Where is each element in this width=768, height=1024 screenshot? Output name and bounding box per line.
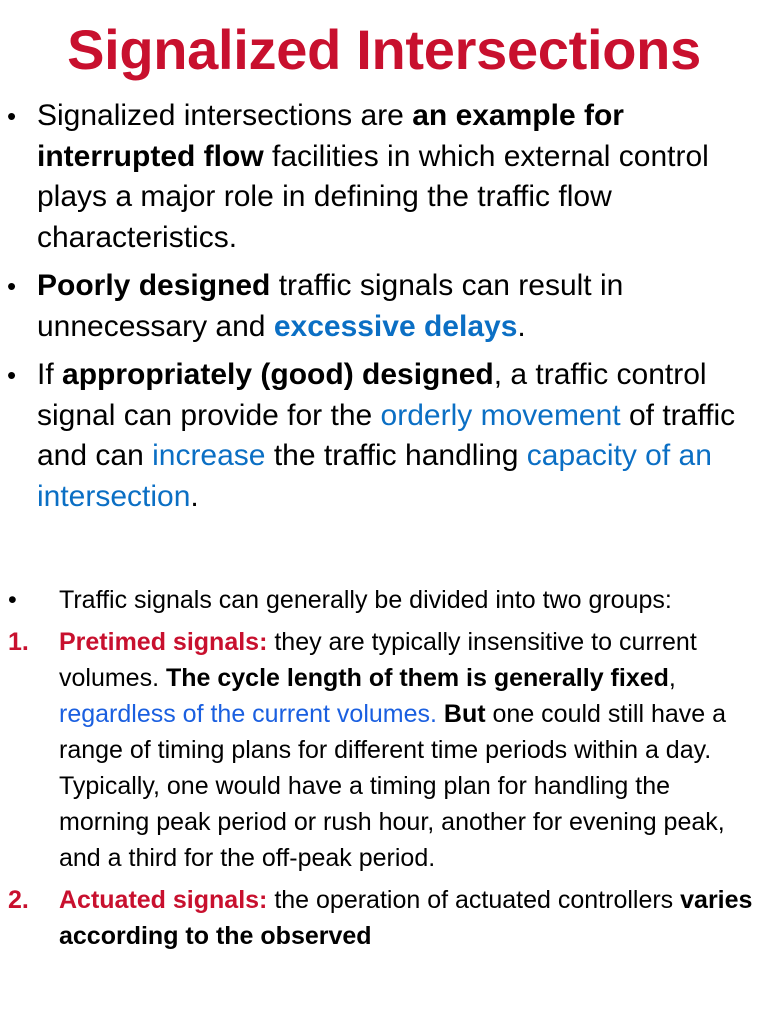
bullet-marker: •	[7, 101, 17, 131]
text-segment: .	[190, 479, 199, 513]
bullet-marker: •	[7, 271, 17, 301]
bold-text: But	[443, 700, 486, 728]
term-label: Actuated signals:	[59, 886, 268, 914]
highlight-text: capacity of an intersection	[37, 439, 712, 513]
text-segment: facilities in which external control plays a major role in defining the traffic flow characteristics.	[37, 139, 709, 254]
text-segment: Traffic signals can generally be divided into two groups:	[59, 586, 672, 614]
text-segment: of traffic and can	[37, 398, 736, 472]
bullet-item-interrupted-flow	[0, 96, 760, 258]
bullet-list	[0, 96, 760, 525]
text-segment: the traffic handling	[265, 439, 527, 472]
text-segment: If	[37, 358, 63, 391]
bold-text: The cycle length of them is generally fixed	[165, 664, 669, 692]
numbered-item-pretimed	[0, 624, 760, 876]
bullet-marker: •	[8, 586, 17, 614]
bullet-item-poorly-designed	[0, 266, 760, 347]
bold-text: Poorly designed	[37, 269, 271, 302]
item-number: 1.	[8, 628, 29, 656]
bullet-item-groups-intro	[0, 582, 760, 618]
highlight-text: regardless of the current volumes.	[59, 700, 437, 728]
numbered-item-actuated	[0, 882, 760, 954]
bold-text: appropriately (good) designed	[62, 358, 494, 391]
bullet-marker: •	[7, 360, 17, 390]
text-segment: Signalized intersections are	[37, 99, 413, 132]
text-segment: ,	[668, 664, 676, 692]
item-number: 2.	[8, 886, 29, 914]
text-segment: the operation of actuated controllers	[267, 886, 681, 914]
text-segment: traffic signals can result in unnecessary and	[37, 269, 624, 343]
text-segment: , a traffic control signal can provide for the	[37, 358, 707, 432]
highlight-text: excessive delays	[273, 309, 518, 343]
highlight-text: orderly movement	[380, 398, 621, 432]
signal-groups-section	[0, 582, 760, 960]
text-segment	[437, 700, 444, 728]
bold-text: an example for interrupted flow	[37, 99, 624, 173]
bullet-item-appropriately-designed	[0, 355, 760, 517]
text-segment: .	[517, 309, 526, 343]
text-segment: one could still have a range of timing plans for different time periods within a day. Typically, one would have a timing plan for handling the morning peak period or rush hour, another for evening peak, and a third for the off-peak period.	[59, 700, 727, 872]
text-segment: they are typically insensitive to current volumes.	[59, 628, 697, 692]
page-title: Signalized Intersections	[67, 18, 701, 81]
bold-text: varies according to the observed	[59, 886, 753, 950]
term-label: Pretimed signals:	[59, 628, 268, 656]
highlight-text: increase	[152, 439, 266, 472]
